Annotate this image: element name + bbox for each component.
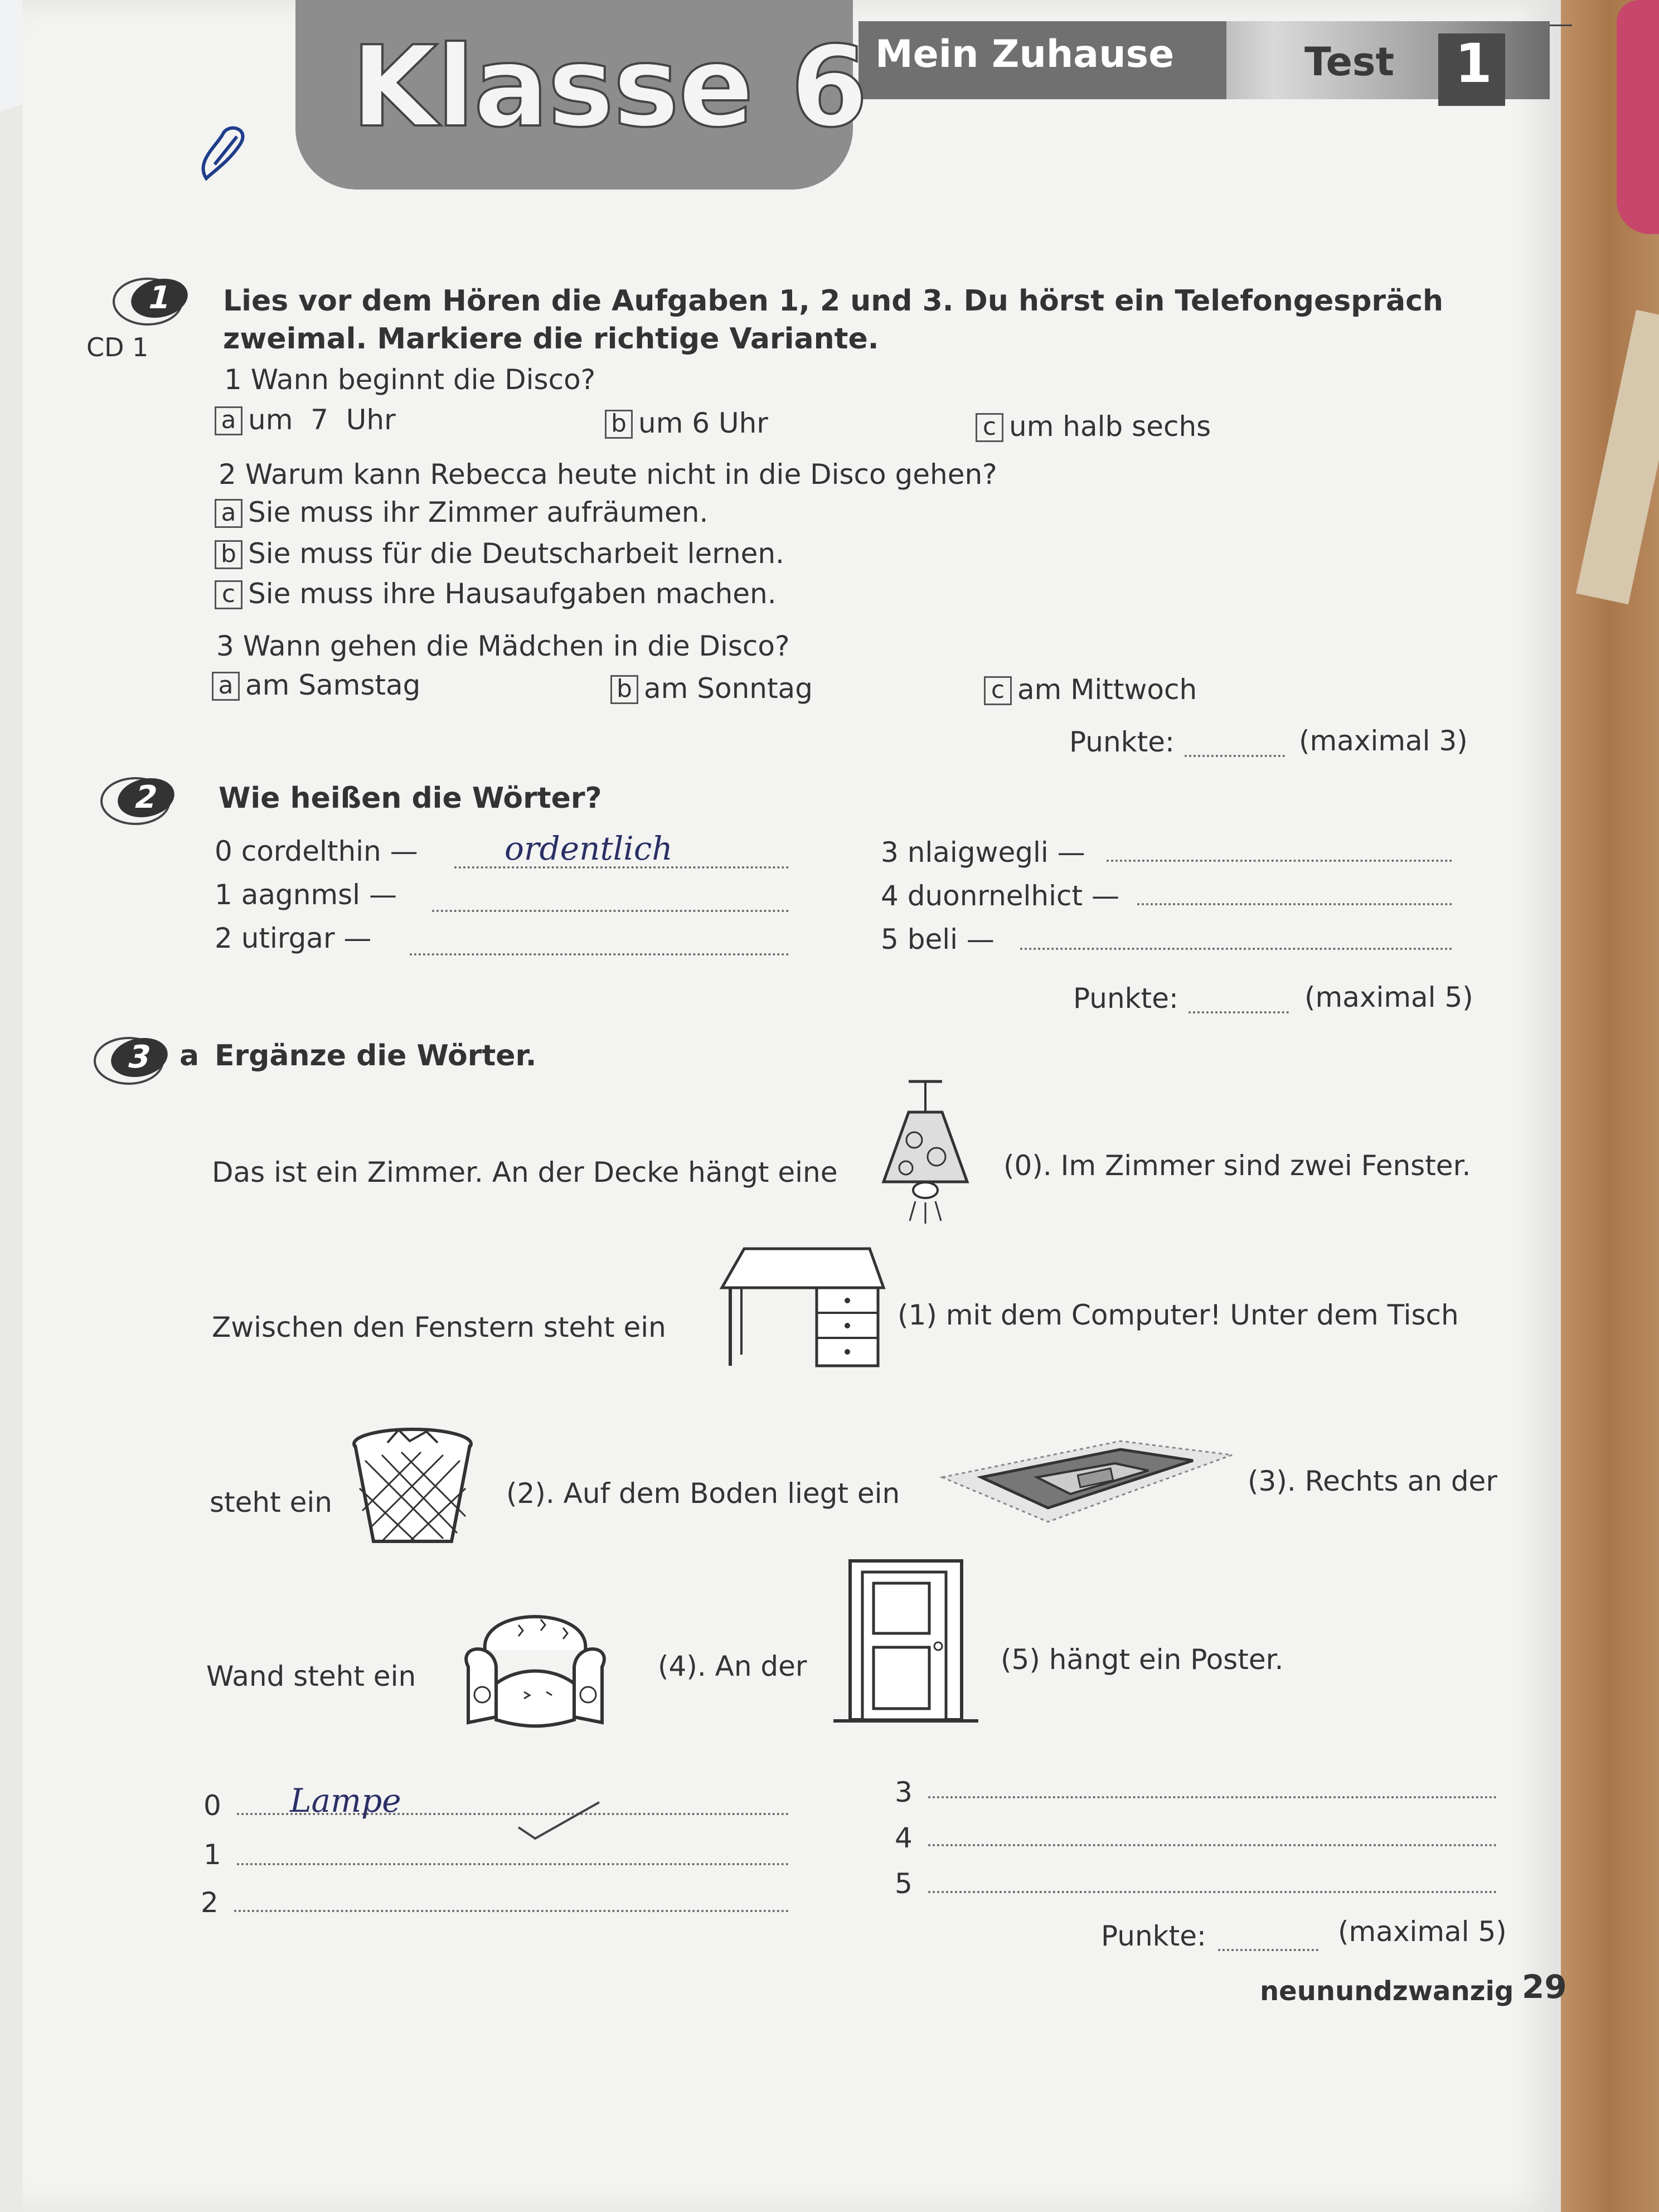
points-max-1: (maximal 3) [1299,725,1468,757]
answer-num-0: 0 [203,1789,221,1822]
word-item-2: 2 utirgar — [215,922,372,954]
points-field-2[interactable] [1189,1010,1289,1013]
class-title: Klasse 6 [351,22,867,152]
desk-icon [719,1243,886,1371]
points-label-2: Punkte: [1073,982,1178,1015]
rug-icon [937,1433,1238,1527]
word-item-5: 5 beli — [881,923,995,955]
sentence-2-middle: (2). Auf dem Boden liegt ein [506,1477,900,1510]
option-text: Sie muss ihre Hausaufgaben machen. [248,578,777,610]
word-answer-0[interactable]: ordentlich [505,830,673,867]
check-mark-icon [516,1799,605,1844]
option-text: um 6 Uhr [638,407,768,439]
word-answer-4-line[interactable] [1137,902,1452,905]
exercise-2-instruction: Wie heißen die Wörter? [219,782,602,815]
q2-option-b[interactable] [215,537,784,570]
page-number: 29 [1522,1968,1567,2006]
pink-object [1617,0,1659,234]
word-item-1: 1 aagnmsl — [215,879,397,911]
option-letter: a [215,499,242,528]
exercise-1-instruction-line2: zweimal. Markiere die richtige Variante. [223,322,879,356]
word-item-0: 0 cordelthin — [215,835,418,867]
option-letter: b [215,540,242,569]
door-icon [833,1558,978,1725]
lamp-icon [870,1079,981,1235]
question-2: 2 Warum kann Rebecca heute nicht in die Disco gehen? [219,458,997,491]
option-text: am Mittwoch [1017,673,1197,706]
answer-num-5: 5 [895,1867,913,1900]
option-text: am Samstag [245,669,421,701]
worksheet-page [22,0,1567,2212]
page-number-word: neunundzwanzig [1260,1976,1514,2007]
option-letter: c [215,580,242,609]
test-label: Test [1304,39,1395,85]
exercise-3-part: a [180,1039,200,1073]
sentence-0-after: (0). Im Zimmer sind zwei Fenster. [1003,1149,1471,1182]
word-item-4: 4 duonrnelhict — [881,880,1120,912]
points-field-1[interactable] [1185,754,1285,757]
question-3: 3 Wann gehen die Mädchen in die Disco? [216,630,790,662]
sentence-2-before: steht ein [210,1486,332,1519]
sentence-3-before: Wand steht ein [206,1660,416,1692]
points-max-3: (maximal 5) [1338,1915,1507,1948]
pen-scribble-icon [184,111,262,190]
points-label-1: Punkte: [1069,726,1175,758]
cd-track-label: CD 1 [86,332,149,362]
word-answer-3-line[interactable] [1107,858,1452,862]
exercise-3-instruction: Ergänze die Wörter. [215,1039,537,1073]
points-field-3[interactable] [1218,1948,1318,1951]
option-text: um 7 Uhr [248,404,396,436]
answer-num-4: 4 [895,1822,913,1854]
answer-line-2[interactable] [234,1909,789,1912]
word-item-3: 3 nlaigwegli — [881,836,1085,869]
exercise-2-number: 2 [113,778,178,817]
option-letter: a [212,672,240,701]
answer-line-3[interactable] [928,1795,1497,1798]
option-letter: b [605,410,633,439]
word-answer-2-line[interactable] [410,952,789,955]
points-label-3: Punkte: [1101,1920,1206,1952]
option-letter: a [215,406,242,435]
answer-num-1: 1 [203,1839,221,1871]
answer-num-3: 3 [895,1776,913,1808]
option-letter: c [976,413,1003,442]
unit-title: Mein Zuhause [875,32,1175,76]
exercise-3-number: 3 [106,1038,172,1077]
answer-line-1[interactable] [237,1862,789,1865]
sentence-0-before: Das ist ein Zimmer. An der Decke hängt eine [212,1156,838,1189]
question-1: 1 Wann beginnt die Disco? [224,363,596,396]
q2-option-c[interactable] [215,578,777,610]
exercise-1-number: 1 [127,279,192,318]
q2-option-a[interactable] [215,496,708,528]
exercise-1-instruction-line1: Lies vor dem Hören die Aufgaben 1, 2 und 3. Du hörst ein Telefongespräch [223,284,1444,318]
q3-option-c[interactable] [984,673,1197,706]
test-number: 1 [1455,32,1492,95]
word-answer-1-line[interactable] [432,909,789,912]
q1-option-c[interactable] [976,410,1211,443]
header-rule [1550,25,1572,26]
answer-num-2: 2 [201,1886,219,1919]
q3-option-b[interactable] [610,672,813,705]
q1-option-b[interactable] [605,407,768,439]
q1-option-a[interactable] [215,404,396,436]
option-text: Sie muss für die Deutscharbeit lernen. [248,537,784,570]
armchair-icon [452,1583,619,1739]
option-letter: c [984,676,1012,705]
answer-0[interactable]: Lampe [290,1782,401,1820]
option-text: um halb sechs [1009,410,1211,443]
points-max-2: (maximal 5) [1304,981,1473,1013]
q3-option-a[interactable] [212,669,420,701]
option-letter: b [610,675,638,704]
sentence-2-after: (3). Rechts an der [1248,1465,1497,1497]
word-answer-5-line[interactable] [1020,947,1452,950]
sentence-1-before: Zwischen den Fenstern steht ein [212,1311,666,1343]
wastebasket-icon [348,1427,477,1550]
sentence-3-middle: (4). An der [658,1650,807,1682]
option-text: am Sonntag [644,672,813,705]
sentence-3-after: (5) hängt ein Poster. [1001,1643,1284,1676]
answer-line-4[interactable] [928,1843,1497,1846]
answer-line-5[interactable] [928,1890,1497,1893]
sentence-1-after: (1) mit dem Computer! Unter dem Tisch [898,1299,1459,1331]
option-text: Sie muss ihr Zimmer aufräumen. [248,496,709,528]
